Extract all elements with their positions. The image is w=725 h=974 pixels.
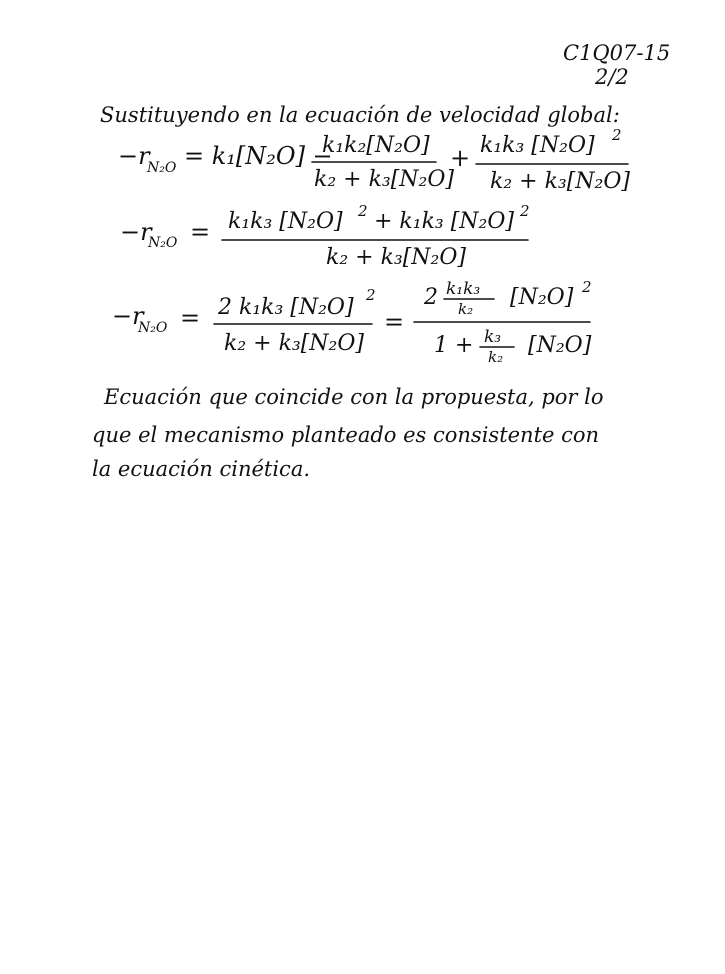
reference-code: C1Q07-15 bbox=[563, 41, 671, 65]
eq3-frac2-den-inner-numerator: k₃ bbox=[484, 327, 502, 347]
eq3-frac2-num-inner-numerator: k₁k₃ bbox=[446, 279, 481, 299]
eq3-frac1-exponent: 2 bbox=[366, 286, 376, 304]
eq3-frac2-den-tail: [N₂O] bbox=[528, 333, 592, 358]
eq2-lhs-subscript: N₂O bbox=[148, 235, 178, 251]
eq3-frac2-num-tail: [N₂O] bbox=[510, 285, 574, 310]
eq1-frac2-denominator: k₂ + k₃[N₂O] bbox=[490, 169, 630, 194]
eq3-lhs: −r bbox=[112, 302, 144, 330]
eq1-frac1-numerator: k₁k₂[N₂O] bbox=[322, 133, 430, 158]
conclusion-line-1: Ecuación que coincide con la propuesta, por lo bbox=[104, 385, 604, 409]
eq3-frac2-den-lead: 1 + bbox=[434, 333, 474, 358]
eq2-numerator-a-exponent: 2 bbox=[358, 202, 368, 220]
eq1-frac2-exponent: 2 bbox=[612, 126, 622, 144]
eq3-frac2-num-exponent: 2 bbox=[582, 278, 592, 296]
eq2-numerator-b: + k₁k₃ [N₂O] bbox=[374, 209, 514, 234]
conclusion-line-3: la ecuación cinética. bbox=[92, 457, 311, 481]
eq1-frac2-numerator: k₁k₃ [N₂O] bbox=[480, 133, 595, 158]
eq2-numerator-a: k₁k₃ [N₂O] bbox=[228, 209, 343, 234]
eq3-frac2-num-coef: 2 bbox=[424, 285, 438, 310]
eq2-lhs: −r bbox=[120, 218, 152, 246]
eq3-frac1-numerator: 2 k₁k₃ [N₂O] bbox=[218, 295, 354, 320]
eq3-equals-2: = bbox=[384, 308, 405, 336]
eq2-numerator-b-exponent: 2 bbox=[520, 202, 530, 220]
eq3-frac1-denominator: k₂ + k₃[N₂O] bbox=[224, 331, 364, 356]
page-number: 2/2 bbox=[595, 65, 629, 89]
intro-text: Sustituyendo en la ecuación de velocidad global: bbox=[100, 103, 620, 127]
conclusion-line-2: que el mecanismo planteado es consistente con bbox=[92, 423, 600, 447]
equation-1 bbox=[118, 126, 630, 194]
eq1-lhs-subscript: N₂O bbox=[147, 160, 177, 176]
eq2-denominator: k₂ + k₃[N₂O] bbox=[326, 245, 466, 270]
eq3-lhs-subscript: N₂O bbox=[138, 320, 168, 336]
eq1-plus: + bbox=[450, 144, 471, 172]
eq1-lhs: −r bbox=[118, 142, 150, 170]
eq3-frac2-den-inner-denominator: k₂ bbox=[488, 348, 504, 366]
equation-2 bbox=[120, 202, 530, 270]
eq2-equals: = bbox=[190, 218, 211, 246]
eq3-equals-1: = bbox=[180, 304, 201, 332]
equation-3 bbox=[112, 278, 592, 366]
eq3-frac2-num-inner-denominator: k₂ bbox=[458, 300, 474, 318]
eq1-term1: = k₁[N₂O] − bbox=[184, 142, 333, 170]
eq1-frac1-denominator: k₂ + k₃[N₂O] bbox=[314, 167, 454, 192]
